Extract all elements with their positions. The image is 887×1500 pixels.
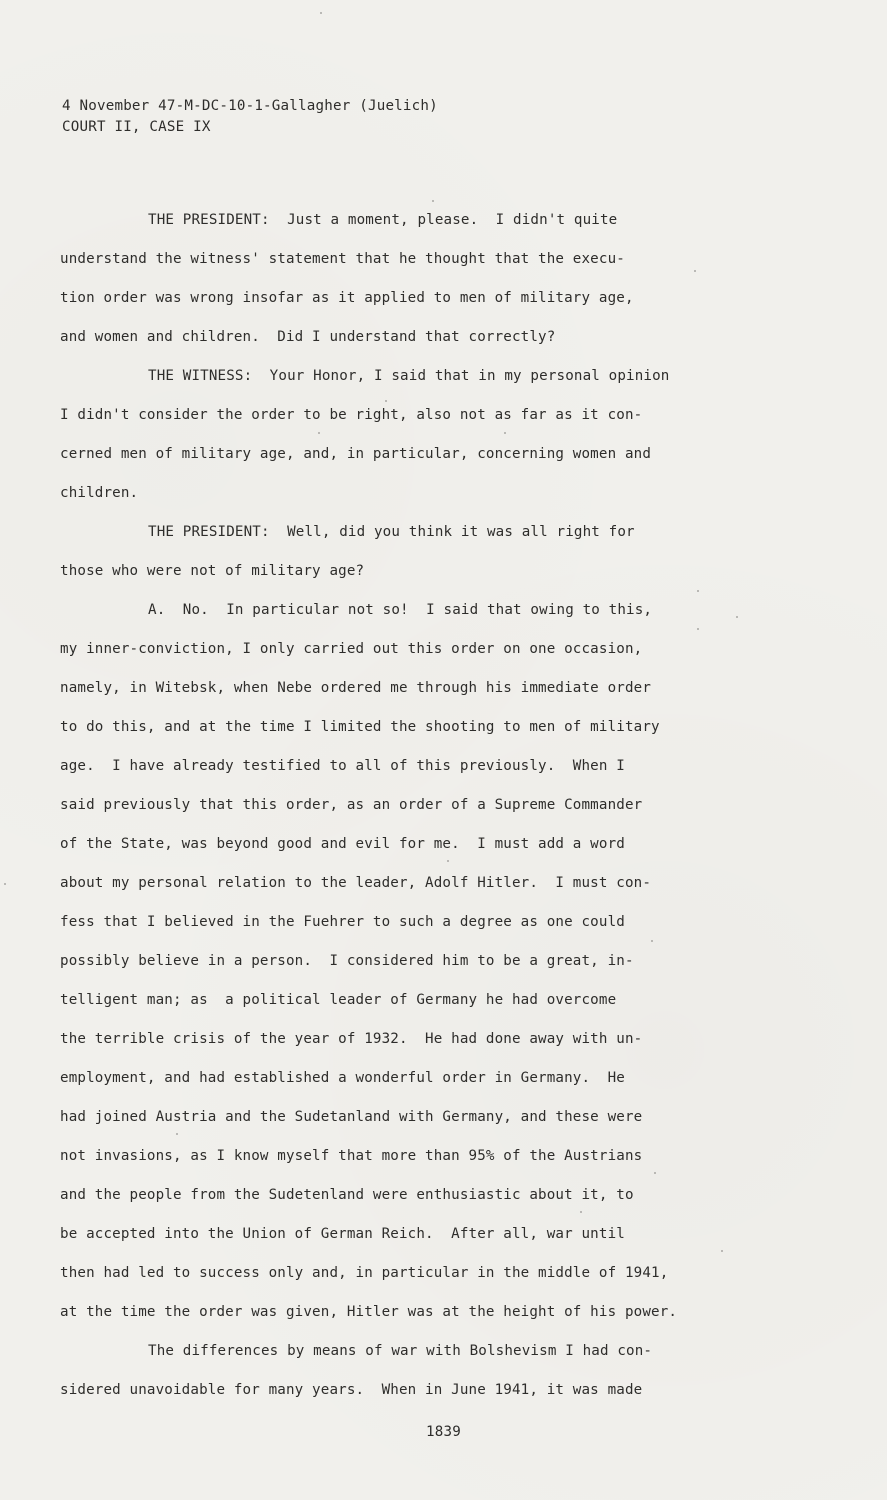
transcript-line: age. I have already testified to all of this previously. When I bbox=[60, 758, 625, 774]
paper-speck bbox=[721, 1250, 723, 1252]
document-header bbox=[62, 96, 438, 138]
transcript-line: sidered unavoidable for many years. When in June 1941, it was made bbox=[60, 1382, 643, 1398]
page-number: 1839 bbox=[426, 1424, 461, 1440]
transcript-line: cerned men of military age, and, in particular, concerning women and bbox=[60, 446, 652, 462]
transcript-line: THE WITNESS: Your Honor, I said that in my personal opinion bbox=[148, 368, 670, 384]
paper-speck bbox=[504, 432, 506, 434]
paper-speck bbox=[697, 590, 699, 592]
transcript-line: A. No. In particular not so! I said that owing to this, bbox=[148, 602, 653, 618]
transcript-line: had joined Austria and the Sudetanland with Germany, and these were bbox=[60, 1109, 643, 1125]
transcript-line: of the State, was beyond good and evil for me. I must add a word bbox=[60, 836, 625, 852]
paper-speck bbox=[580, 1211, 582, 1213]
transcript-line: and women and children. Did I understand that correctly? bbox=[60, 329, 556, 345]
transcript-line: tion order was wrong insofar as it applied to men of military age, bbox=[60, 290, 634, 306]
transcript-line: namely, in Witebsk, when Nebe ordered me through his immediate order bbox=[60, 680, 652, 696]
paper-speck bbox=[318, 432, 320, 434]
transcript-line: understand the witness' statement that he thought that the execu- bbox=[60, 251, 625, 267]
paper-speck bbox=[432, 200, 434, 202]
transcript-line: THE PRESIDENT: Just a moment, please. I didn't quite bbox=[148, 212, 618, 228]
paper-speck bbox=[697, 628, 699, 630]
transcript-line: at the time the order was given, Hitler was at the height of his power. bbox=[60, 1304, 678, 1320]
paper-speck bbox=[385, 400, 387, 402]
transcript-line: the terrible crisis of the year of 1932. He had done away with un- bbox=[60, 1031, 643, 1047]
header-case-reference: 4 November 47-M-DC-10-1-Gallagher (Juelich) bbox=[62, 98, 438, 114]
paper-speck bbox=[651, 940, 653, 942]
transcript-line: employment, and had established a wonderful order in Germany. He bbox=[60, 1070, 625, 1086]
transcript-line: said previously that this order, as an order of a Supreme Commander bbox=[60, 797, 643, 813]
transcript-line: my inner-conviction, I only carried out this order on one occasion, bbox=[60, 641, 643, 657]
transcript-line: then had led to success only and, in particular in the middle of 1941, bbox=[60, 1265, 669, 1281]
transcript-line: be accepted into the Union of German Reich. After all, war until bbox=[60, 1226, 625, 1242]
header-court-case: COURT II, CASE IX bbox=[62, 119, 211, 135]
paper-speck bbox=[176, 1133, 178, 1135]
paper-speck bbox=[320, 12, 322, 14]
transcript-line: those who were not of military age? bbox=[60, 563, 365, 579]
transcript-line: to do this, and at the time I limited the shooting to men of military bbox=[60, 719, 660, 735]
paper-speck bbox=[4, 883, 6, 885]
transcript-line: The differences by means of war with Bolshevism I had con- bbox=[148, 1343, 653, 1359]
transcript-line: fess that I believed in the Fuehrer to such a degree as one could bbox=[60, 914, 625, 930]
transcript-line: THE PRESIDENT: Well, did you think it was all right for bbox=[148, 524, 635, 540]
paper-speck bbox=[736, 616, 738, 618]
transcript-line: and the people from the Sudetenland were enthusiastic about it, to bbox=[60, 1187, 634, 1203]
transcript-line: I didn't consider the order to be right, also not as far as it con- bbox=[60, 407, 643, 423]
transcript-line: children. bbox=[60, 485, 139, 501]
transcript-line: telligent man; as a political leader of Germany he had overcome bbox=[60, 992, 617, 1008]
paper-speck bbox=[694, 270, 696, 272]
paper-speck bbox=[447, 860, 449, 862]
transcript-line: possibly believe in a person. I considered him to be a great, in- bbox=[60, 953, 634, 969]
transcript-line: not invasions, as I know myself that more than 95% of the Austrians bbox=[60, 1148, 643, 1164]
transcript-line: about my personal relation to the leader, Adolf Hitler. I must con- bbox=[60, 875, 652, 891]
paper-speck bbox=[654, 1172, 656, 1174]
